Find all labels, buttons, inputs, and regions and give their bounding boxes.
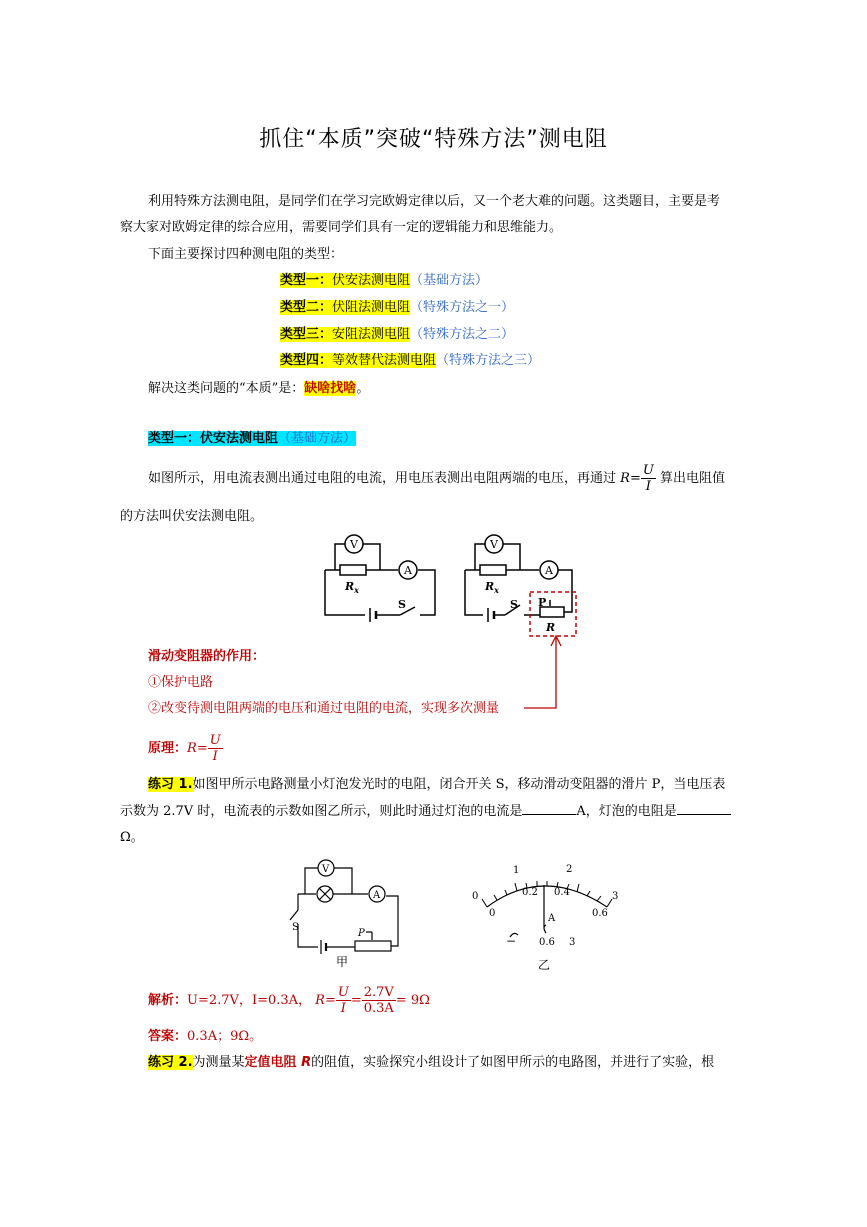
yi-caption: 乙: [538, 958, 551, 972]
type-note: （基础方法）: [410, 273, 489, 288]
analysis-u: U=2.7V，: [187, 993, 252, 1008]
analysis-result: = 9Ω: [395, 993, 430, 1008]
exercise1-line-1: [148, 772, 760, 798]
type-name: 伏阻法测电阻: [332, 300, 411, 315]
rheostat-title: 滑动变阻器的作用：: [148, 649, 266, 664]
jia-caption: 甲: [336, 955, 349, 969]
type-name: 等效替代法测电阻: [332, 353, 437, 368]
scale-top-3: 3: [612, 891, 619, 902]
intro-text-1: 利用特殊方法测电阻，是同学们在学习完欧姆定律以后，又一个老大难的问题。这类题目，主要是考: [148, 194, 721, 209]
exercise-label: 练习 1.: [148, 777, 193, 792]
analysis-line: [148, 985, 430, 1016]
principle-eq: =: [196, 741, 208, 756]
terminal-minus: −: [506, 934, 517, 948]
exercise2-text-b: 定值电阻: [244, 1055, 302, 1070]
type-list-item-4: [280, 348, 540, 374]
scale-bottom-0: 0: [489, 908, 496, 919]
principle-label: 原理：: [148, 741, 188, 756]
desc-text: 如图所示，用电流表测出通过电阻的电流，用电压表测出电阻两端的电压，再通过: [148, 471, 617, 486]
ammeter-scale-ticks: [482, 881, 612, 907]
terminal-06: 0.6: [539, 937, 555, 948]
formula-numerator: U: [642, 463, 654, 478]
jia-slider-label: P: [358, 928, 365, 939]
figure-jia-circuit: [280, 852, 410, 970]
answer-label: 答案：: [148, 1029, 188, 1044]
answer-blank-resistance[interactable]: [677, 802, 731, 815]
wire-curl-icon-2: [544, 925, 546, 933]
exercise2-r: R: [301, 1055, 312, 1070]
type-name: 安阻法测电阻: [332, 327, 411, 342]
type-label: 类型一：: [280, 273, 333, 288]
analysis-i: I=0.3A，: [251, 993, 312, 1008]
slider-p-label: P: [538, 596, 547, 609]
circuit-with-rheostat: [465, 535, 576, 636]
section-heading-1: [148, 426, 356, 452]
scale-bottom-06: 0.6: [592, 908, 608, 919]
section1-desc-2: [120, 504, 263, 530]
rheostat-label: R: [546, 621, 556, 634]
type-name: 伏安法测电阻: [332, 273, 411, 288]
exercise2-text-c: 的阻值，实验探究小组设计了如图甲所示的电路图，并进行了实验，根: [311, 1055, 715, 1070]
desc-text-b: 算出电阻值: [659, 471, 725, 486]
section-heading-note: （基础方法）: [278, 431, 357, 446]
principle-numerator: U: [209, 733, 221, 748]
analysis-num1: U: [337, 985, 349, 1000]
formula-fraction: [641, 463, 656, 494]
ammeter-label-2: A: [545, 564, 553, 577]
analysis-fraction-1: [336, 985, 351, 1016]
switch-label: S: [398, 598, 406, 611]
analysis-fraction-2: [362, 985, 396, 1016]
type-note: （特殊方法之三）: [436, 353, 541, 368]
exercise1-text-1: 如图甲所示电路测量小灯泡发光时的电阻，闭合开关 S，移动滑动变阻器的滑片 P，当电压表: [192, 777, 726, 792]
rx-label: $R_x$: [345, 580, 359, 595]
circuit-basic: [325, 535, 435, 622]
terminal-3: 3: [569, 937, 576, 948]
scale-top-1: 1: [513, 865, 520, 876]
type-list-item-2: [280, 295, 514, 321]
jia-voltmeter-label: V: [322, 864, 330, 875]
formula-eq: =: [629, 471, 641, 486]
essence-prefix: 解决这类问题的“本质”是：: [148, 381, 305, 396]
principle-line: [148, 733, 223, 764]
voltmeter-label: V: [350, 538, 358, 551]
rheostat-item-2: ②改变待测电阻两端的电压和通过电阻的电流，实现多次测量: [148, 701, 500, 716]
rheostat-pointer-arrow: [520, 630, 570, 715]
jia-ammeter-label: A: [373, 890, 381, 901]
scale-bottom-02: 0.2: [522, 887, 538, 898]
section1-desc-1: [148, 463, 725, 494]
voltmeter-label-2: V: [490, 538, 498, 551]
exercise1-text-2b: A，灯泡的电阻是: [576, 804, 677, 819]
figure-yi-ammeter: [462, 855, 632, 975]
analysis-den2: 0.3A: [363, 1001, 394, 1016]
exercise1-line-2: [120, 799, 731, 825]
intro-paragraph-2: [148, 242, 343, 268]
exercise2-line-1: [148, 1050, 714, 1076]
essence-suffix: 。: [356, 381, 370, 396]
type-label: 类型四：: [280, 353, 333, 368]
type-label: 类型三：: [280, 327, 333, 342]
page-title: 抓住“本质”突破“特殊方法”测电阻: [259, 127, 608, 152]
needle-unit-label: A: [548, 913, 556, 924]
section-heading-text: 类型一：伏安法测电阻: [148, 431, 279, 446]
analysis-num2: 2.7V: [363, 985, 394, 1000]
analysis-r: R: [315, 993, 325, 1008]
formula-denominator: I: [645, 479, 651, 494]
scale-top-0: 0: [472, 891, 479, 902]
ammeter-label: A: [404, 564, 412, 577]
principle-r: R: [187, 741, 197, 756]
analysis-label: 解析：: [148, 993, 188, 1008]
intro-text-2: 下面主要探讨四种测电阻的类型：: [148, 247, 344, 262]
essence-line: [148, 376, 369, 402]
answer-text: 0.3A；9Ω。: [187, 1029, 263, 1044]
principle-denominator: I: [212, 749, 218, 764]
desc-text-2: 的方法叫伏安法测电阻。: [120, 509, 264, 524]
rx-label-2: $R_x$: [485, 580, 499, 595]
formula-r: R: [620, 471, 630, 486]
type-note: （特殊方法之二）: [410, 327, 515, 342]
type-list-item-1: [280, 268, 488, 294]
answer-line: [148, 1024, 262, 1050]
intro-paragraph-1b: [120, 215, 760, 241]
jia-switch-label: S: [292, 922, 299, 933]
analysis-eq1: =: [324, 993, 336, 1008]
switch-label-2: S: [510, 598, 518, 611]
type-list-item-3: [280, 322, 514, 348]
answer-blank-current[interactable]: [522, 802, 576, 815]
exercise1-line-3: Ω。: [120, 830, 144, 845]
scale-top-2: 2: [566, 864, 573, 875]
intro-paragraph-1: [148, 189, 758, 215]
intro-text-1b: 察大家对欧姆定律的综合应用，需要同学们具有一定的逻辑能力和思维能力。: [120, 220, 563, 235]
exercise2-text-a: 为测量某: [192, 1055, 245, 1070]
analysis-den1: I: [340, 1001, 346, 1016]
scale-bottom-04: 0.4: [554, 887, 570, 898]
principle-fraction: [208, 733, 223, 764]
essence-keyword: 缺啥找啥: [304, 381, 357, 396]
exercise-label: 练习 2.: [148, 1055, 193, 1070]
exercise1-text-2a: 示数为 2.7V 时，电流表的示数如图乙所示，则此时通过灯泡的电流是: [120, 804, 523, 819]
type-note: （特殊方法之一）: [410, 300, 515, 315]
analysis-eq2: =: [350, 993, 362, 1008]
type-label: 类型二：: [280, 300, 333, 315]
rheostat-item-1: ①保护电路: [148, 675, 214, 690]
